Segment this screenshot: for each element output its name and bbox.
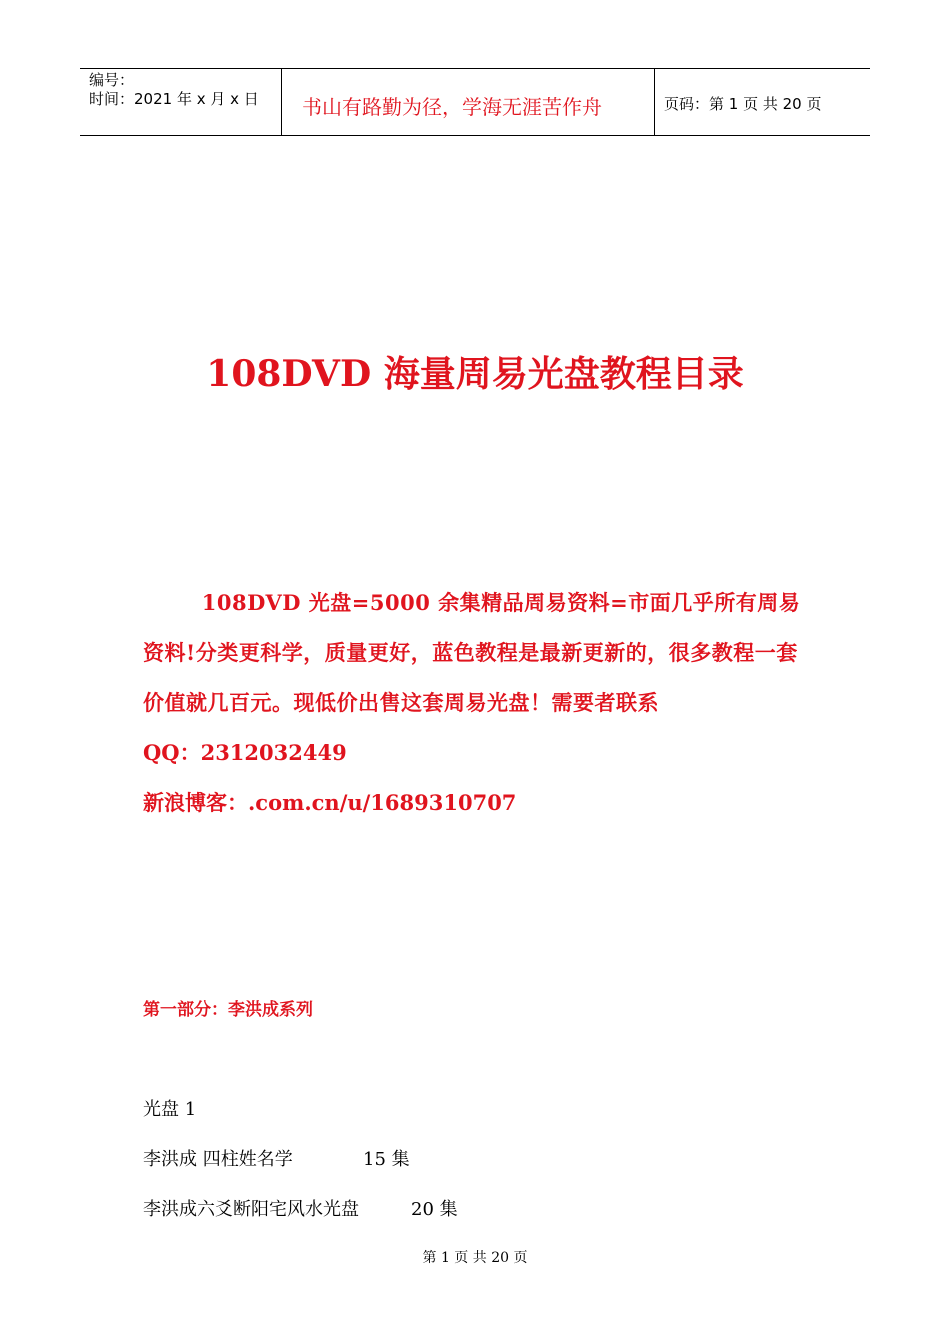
intro-block (143, 578, 811, 828)
header-motto: 书山有路勤为径，学海无涯苦作舟 (302, 95, 602, 119)
intro-paragraph: 108DVD 光盘=5000 余集精品周易资料=市面几乎所有周易资料!分类更科学，质量更好，蓝色教程是最新更新的，很多教程一套价值就几百元。现低价出售这套周易光盘！需要者联系 (143, 590, 801, 715)
qq-contact: QQ：2312032449 (143, 740, 347, 765)
header-motto-cell (282, 69, 655, 135)
disc-heading: 光盘 1 (143, 1099, 197, 1120)
page-footer: 第 1 页 共 20 页 (422, 1250, 528, 1266)
blog-contact: 新浪博客：.com.cn/u/1689310707 (143, 790, 517, 815)
section-title: 第一部分：李洪成系列 (143, 1000, 313, 1020)
page-title: 108DVD 海量周易光盘教程目录 (206, 353, 744, 395)
list-item-name: 李洪成 四柱姓名学 (143, 1149, 293, 1170)
list-item-count: 15 集 (363, 1149, 410, 1170)
time-label: 时间：2021 年 x 月 x 日 (89, 90, 259, 108)
header-meta-cell (80, 69, 282, 135)
header-page-cell (655, 69, 870, 135)
list-item-count: 20 集 (411, 1199, 458, 1220)
number-label: 编号： (89, 71, 135, 89)
document-header (80, 68, 870, 136)
list-item-name: 李洪成六爻断阳宅风水光盘 (143, 1199, 359, 1220)
header-page-info: 页码：第 1 页 共 20 页 (664, 95, 822, 113)
